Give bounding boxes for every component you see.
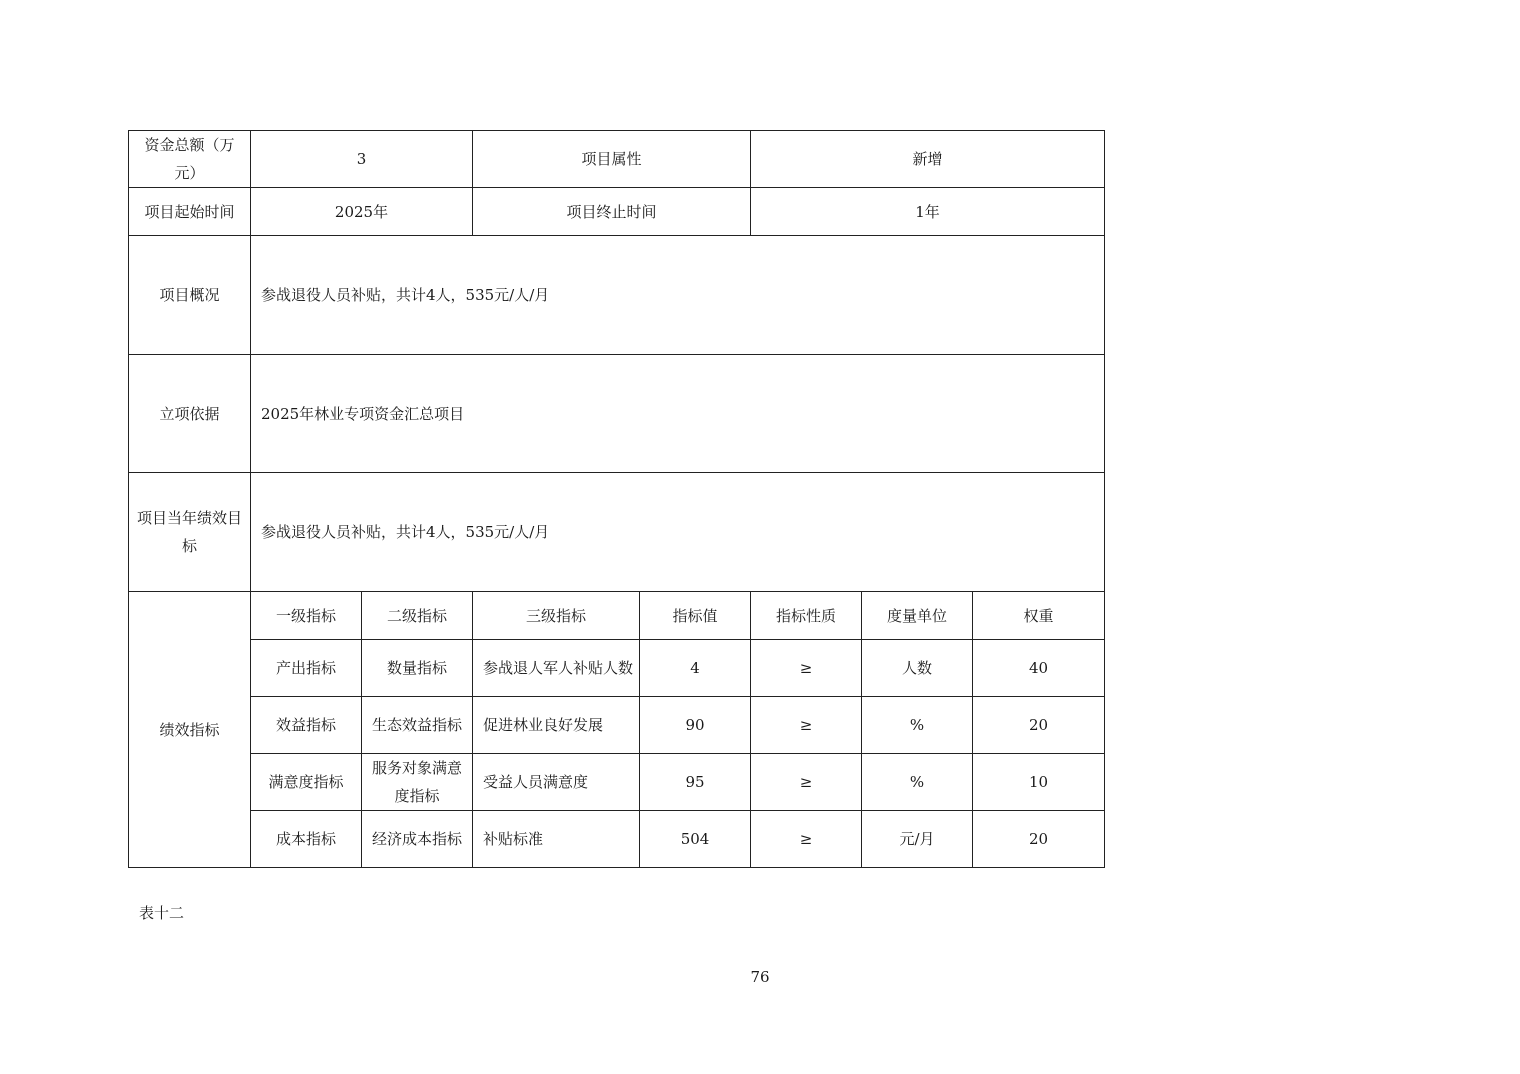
level1-cell: 效益指标 [251,697,362,754]
project-table [128,130,1105,868]
overview-value: 参战退役人员补贴，共计4人，535元/人/月 [251,236,1105,355]
indicator-row [129,697,1105,754]
col-header: 指标值 [640,592,751,640]
start-value: 2025年 [251,188,473,236]
level2-cell: 数量指标 [362,640,473,697]
level2-cell: 生态效益指标 [362,697,473,754]
nature-cell: ≥ [751,697,862,754]
value-cell: 504 [640,811,751,868]
weight-cell: 10 [973,754,1105,811]
indicator-row [129,640,1105,697]
unit-cell: % [862,754,973,811]
attr-value: 新增 [751,131,1105,188]
weight-cell: 40 [973,640,1105,697]
col-header: 度量单位 [862,592,973,640]
nature-cell: ≥ [751,640,862,697]
level2-cell: 服务对象满意度指标 [362,754,473,811]
indicator-header-row [129,592,1105,640]
unit-cell: % [862,697,973,754]
weight-cell: 20 [973,811,1105,868]
weight-cell: 20 [973,697,1105,754]
indicator-row [129,754,1105,811]
basis-label: 立项依据 [129,355,251,473]
funds-value: 3 [251,131,473,188]
level3-cell: 受益人员满意度 [473,754,640,811]
end-label: 项目终止时间 [473,188,751,236]
goal-value: 参战退役人员补贴，共计4人，535元/人/月 [251,473,1105,592]
nature-cell: ≥ [751,754,862,811]
end-value: 1年 [751,188,1105,236]
goal-label: 项目当年绩效目标 [129,473,251,592]
goal-row [129,473,1105,592]
unit-cell: 人数 [862,640,973,697]
col-header: 指标性质 [751,592,862,640]
basis-row [129,355,1105,473]
level3-cell: 补贴标准 [473,811,640,868]
indicator-row [129,811,1105,868]
page-number: 76 [750,968,770,986]
value-cell: 95 [640,754,751,811]
level1-cell: 成本指标 [251,811,362,868]
level1-cell: 产出指标 [251,640,362,697]
level1-cell: 满意度指标 [251,754,362,811]
col-header: 三级指标 [473,592,640,640]
overview-label: 项目概况 [129,236,251,355]
nature-cell: ≥ [751,811,862,868]
col-header: 二级指标 [362,592,473,640]
funds-label: 资金总额（万元） [129,131,251,188]
col-header: 一级指标 [251,592,362,640]
level3-cell: 促进林业良好发展 [473,697,640,754]
level2-cell: 经济成本指标 [362,811,473,868]
time-row [129,188,1105,236]
table-caption: 表十二 [139,904,185,922]
value-cell: 4 [640,640,751,697]
funds-row [129,131,1105,188]
overview-row [129,236,1105,355]
attr-label: 项目属性 [473,131,751,188]
unit-cell: 元/月 [862,811,973,868]
basis-value: 2025年林业专项资金汇总项目 [251,355,1105,473]
start-label: 项目起始时间 [129,188,251,236]
col-header: 权重 [973,592,1105,640]
indicators-label: 绩效指标 [129,592,251,868]
level3-cell: 参战退人军人补贴人数 [473,640,640,697]
value-cell: 90 [640,697,751,754]
